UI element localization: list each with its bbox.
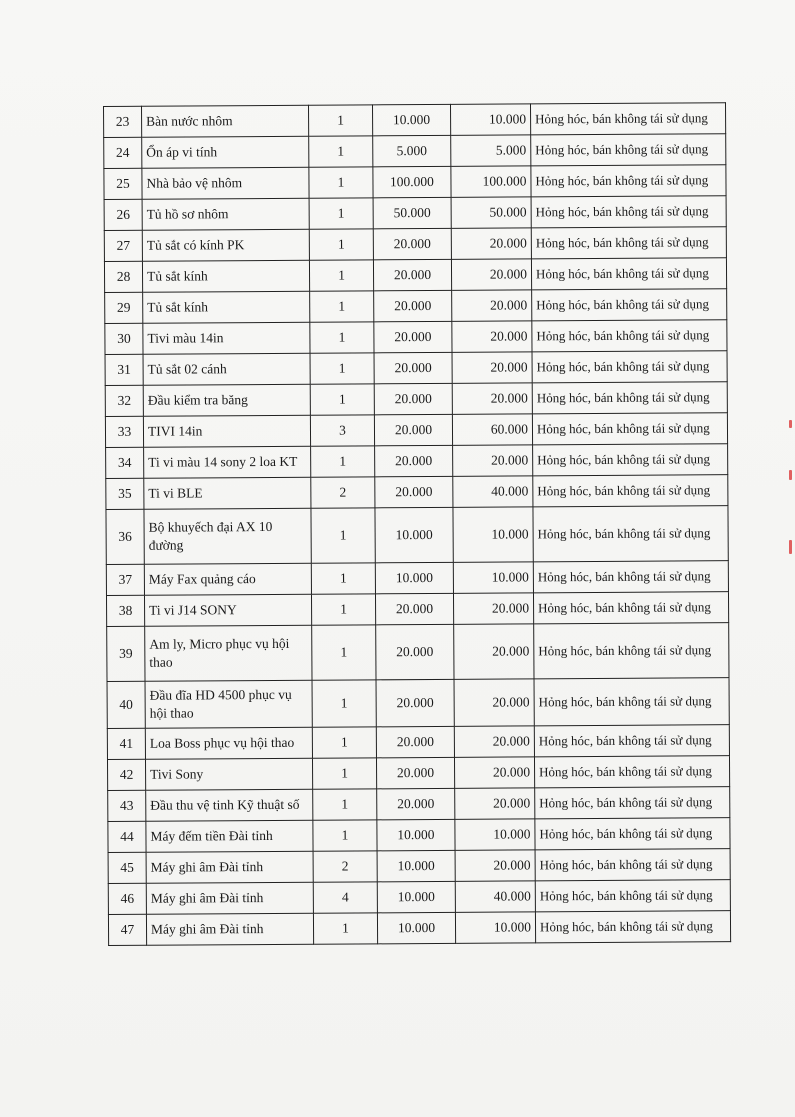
row-number: 23	[104, 106, 142, 137]
item-name: Bộ khuyếch đại AX 10 đường	[144, 508, 311, 564]
row-number: 45	[108, 852, 146, 883]
disposal-note: Hỏng hóc, bán không tái sử dụng	[535, 818, 730, 850]
table-row	[107, 756, 729, 791]
item-name: Đầu kiểm tra băng	[143, 384, 310, 416]
table-row	[106, 444, 728, 479]
item-name: Tủ sắt 02 cánh	[143, 353, 310, 385]
unit-price: 20.000	[375, 476, 453, 507]
quantity: 1	[313, 820, 377, 851]
row-number: 42	[107, 759, 145, 790]
quantity: 1	[312, 625, 376, 680]
disposal-note: Hỏng hóc, bán không tái sử dụng	[532, 320, 727, 352]
total-amount: 20.000	[452, 290, 532, 321]
quantity: 1	[312, 680, 376, 727]
table-row	[104, 196, 726, 231]
quantity: 1	[313, 789, 377, 820]
unit-price: 20.000	[376, 624, 454, 679]
unit-price: 20.000	[374, 290, 452, 321]
item-name: Tủ sắt có kính PK	[142, 229, 309, 261]
item-name: Ti vi BLE	[144, 477, 311, 509]
table-row	[105, 320, 727, 355]
disposal-note: Hỏng hóc, bán không tái sử dụng	[534, 725, 729, 757]
row-number: 39	[107, 626, 145, 681]
unit-price: 20.000	[374, 383, 452, 414]
disposal-note: Hỏng hóc, bán không tái sử dụng	[534, 623, 729, 679]
total-amount: 10.000	[453, 562, 533, 593]
table-row	[108, 911, 730, 946]
unit-price: 20.000	[374, 321, 452, 352]
unit-price: 20.000	[373, 259, 451, 290]
item-name: Ti vi J14 SONY	[144, 594, 311, 626]
row-number: 40	[107, 681, 145, 728]
item-name: Am ly, Micro phục vụ hội thao	[145, 625, 312, 681]
item-name: Máy ghi âm Đài tỉnh	[146, 851, 313, 883]
quantity: 1	[312, 727, 376, 758]
total-amount: 10.000	[450, 104, 530, 135]
table-row	[105, 413, 727, 448]
total-amount: 20.000	[451, 228, 531, 259]
row-number: 30	[105, 323, 143, 354]
total-amount: 40.000	[455, 881, 535, 912]
unit-price: 100.000	[373, 166, 451, 197]
disposal-note: Hỏng hóc, bán không tái sử dụng	[534, 678, 729, 726]
unit-price: 10.000	[372, 104, 450, 135]
disposal-note: Hỏng hóc, bán không tái sử dụng	[533, 444, 728, 476]
total-amount: 20.000	[452, 383, 532, 414]
table-row	[108, 849, 730, 884]
quantity: 1	[313, 913, 377, 944]
item-name: Tủ sắt kính	[143, 291, 310, 323]
quantity: 1	[310, 291, 374, 322]
disposal-note: Hỏng hóc, bán không tái sử dụng	[535, 849, 730, 881]
row-number: 35	[106, 478, 144, 509]
table-row	[105, 351, 727, 386]
row-number: 34	[106, 447, 144, 478]
table-row	[107, 678, 729, 729]
quantity: 1	[309, 260, 373, 291]
item-name: Đầu thu vệ tinh Kỹ thuật số	[146, 789, 313, 821]
quantity: 1	[311, 508, 375, 563]
quantity: 1	[310, 322, 374, 353]
table-row	[104, 134, 726, 169]
disposal-note: Hỏng hóc, bán không tái sử dụng	[531, 134, 726, 166]
total-amount: 100.000	[451, 166, 531, 197]
disposal-note: Hỏng hóc, bán không tái sử dụng	[533, 592, 728, 624]
unit-price: 20.000	[376, 679, 454, 726]
item-name: TIVI 14in	[143, 415, 310, 447]
disposal-note: Hỏng hóc, bán không tái sử dụng	[530, 103, 725, 135]
disposal-note: Hỏng hóc, bán không tái sử dụng	[532, 382, 727, 414]
total-amount: 50.000	[451, 197, 531, 228]
row-number: 41	[107, 728, 145, 759]
table-row	[106, 506, 728, 565]
item-name: Máy ghi âm Đài tỉnh	[146, 882, 313, 914]
quantity: 1	[308, 105, 372, 136]
row-number: 43	[108, 790, 146, 821]
disposal-note: Hỏng hóc, bán không tái sử dụng	[534, 756, 729, 788]
row-number: 27	[104, 230, 142, 261]
total-amount: 20.000	[454, 624, 534, 679]
item-name: Tivi Sony	[145, 758, 312, 790]
disposal-note: Hỏng hóc, bán không tái sử dụng	[535, 880, 730, 912]
unit-price: 20.000	[375, 593, 453, 624]
unit-price: 20.000	[374, 352, 452, 383]
unit-price: 5.000	[373, 135, 451, 166]
total-amount: 20.000	[451, 259, 531, 290]
row-number: 29	[105, 292, 143, 323]
unit-price: 20.000	[373, 228, 451, 259]
quantity: 1	[311, 594, 375, 625]
disposal-note: Hỏng hóc, bán không tái sử dụng	[535, 787, 730, 819]
row-number: 38	[106, 595, 144, 626]
row-number: 37	[106, 564, 144, 595]
disposal-note: Hỏng hóc, bán không tái sử dụng	[532, 351, 727, 383]
unit-price: 10.000	[375, 507, 453, 562]
item-name: Ổn áp vi tính	[142, 136, 309, 168]
item-name: Loa Boss phục vụ hội thao	[145, 727, 312, 759]
item-name: Máy đếm tiền Đài tỉnh	[146, 820, 313, 852]
item-name: Ti vi màu 14 sony 2 loa KT	[144, 446, 311, 478]
table-body	[104, 103, 731, 946]
unit-price: 10.000	[375, 562, 453, 593]
total-amount: 20.000	[455, 850, 535, 881]
table-row	[108, 787, 730, 822]
item-name: Bàn nước nhôm	[142, 105, 309, 137]
total-amount: 20.000	[454, 757, 534, 788]
table-row	[108, 818, 730, 853]
item-name: Tivi màu 14in	[143, 322, 310, 354]
disposal-note: Hỏng hóc, bán không tái sử dụng	[533, 475, 728, 507]
unit-price: 10.000	[377, 850, 455, 881]
unit-price: 10.000	[377, 881, 455, 912]
total-amount: 20.000	[455, 788, 535, 819]
quantity: 1	[310, 353, 374, 384]
unit-price: 10.000	[377, 819, 455, 850]
disposal-note: Hỏng hóc, bán không tái sử dụng	[535, 911, 730, 943]
row-number: 26	[104, 199, 142, 230]
table-row	[104, 227, 726, 262]
item-name: Máy Fax quảng cáo	[144, 563, 311, 595]
table-row	[107, 725, 729, 760]
disposal-note: Hỏng hóc, bán không tái sử dụng	[532, 289, 727, 321]
total-amount: 40.000	[453, 476, 533, 507]
row-number: 47	[108, 914, 146, 945]
table-row	[104, 258, 726, 293]
quantity: 2	[311, 477, 375, 508]
row-number: 36	[106, 509, 144, 564]
row-number: 33	[105, 416, 143, 447]
row-number: 46	[108, 883, 146, 914]
row-number: 32	[105, 385, 143, 416]
table-row	[105, 382, 727, 417]
red-margin-mark	[789, 420, 792, 428]
disposal-note: Hỏng hóc, bán không tái sử dụng	[532, 413, 727, 445]
quantity: 1	[309, 198, 373, 229]
quantity: 1	[309, 167, 373, 198]
unit-price: 10.000	[377, 912, 455, 943]
disposal-note: Hỏng hóc, bán không tái sử dụng	[533, 506, 728, 562]
quantity: 3	[310, 415, 374, 446]
total-amount: 10.000	[455, 912, 535, 943]
total-amount: 20.000	[454, 679, 534, 726]
table-row	[106, 592, 728, 627]
quantity: 1	[311, 446, 375, 477]
unit-price: 20.000	[376, 757, 454, 788]
asset-disposal-table	[103, 102, 731, 946]
total-amount: 20.000	[454, 726, 534, 757]
item-name: Tủ hồ sơ nhôm	[142, 198, 309, 230]
table-row	[104, 165, 726, 200]
table-row	[106, 475, 728, 510]
quantity: 4	[313, 882, 377, 913]
quantity: 1	[309, 136, 373, 167]
red-margin-mark	[789, 470, 792, 480]
disposal-note: Hỏng hóc, bán không tái sử dụng	[531, 165, 726, 197]
row-number: 24	[104, 137, 142, 168]
item-name: Máy ghi âm Đài tỉnh	[146, 913, 313, 945]
total-amount: 20.000	[452, 352, 532, 383]
row-number: 28	[104, 261, 142, 292]
total-amount: 10.000	[453, 507, 533, 562]
total-amount: 5.000	[451, 135, 531, 166]
quantity: 2	[313, 851, 377, 882]
unit-price: 20.000	[375, 445, 453, 476]
quantity: 1	[311, 563, 375, 594]
item-name: Nhà bảo vệ nhôm	[142, 167, 309, 199]
quantity: 1	[309, 229, 373, 260]
item-name: Đầu đĩa HD 4500 phục vụ hội thao	[145, 680, 312, 728]
row-number: 44	[108, 821, 146, 852]
table-row	[106, 561, 728, 596]
total-amount: 20.000	[453, 445, 533, 476]
quantity: 1	[310, 384, 374, 415]
disposal-note: Hỏng hóc, bán không tái sử dụng	[531, 258, 726, 290]
unit-price: 50.000	[373, 197, 451, 228]
total-amount: 60.000	[452, 414, 532, 445]
disposal-note: Hỏng hóc, bán không tái sử dụng	[531, 196, 726, 228]
table-row	[104, 103, 726, 138]
total-amount: 20.000	[452, 321, 532, 352]
red-margin-mark	[789, 540, 792, 554]
total-amount: 10.000	[455, 819, 535, 850]
table-row	[107, 623, 729, 682]
disposal-note: Hỏng hóc, bán không tái sử dụng	[533, 561, 728, 593]
unit-price: 20.000	[374, 414, 452, 445]
total-amount: 20.000	[453, 593, 533, 624]
row-number: 31	[105, 354, 143, 385]
row-number: 25	[104, 168, 142, 199]
disposal-note: Hỏng hóc, bán không tái sử dụng	[531, 227, 726, 259]
table-row	[108, 880, 730, 915]
unit-price: 20.000	[377, 788, 455, 819]
unit-price: 20.000	[376, 726, 454, 757]
item-name: Tủ sắt kính	[142, 260, 309, 292]
table-row	[105, 289, 727, 324]
quantity: 1	[312, 758, 376, 789]
